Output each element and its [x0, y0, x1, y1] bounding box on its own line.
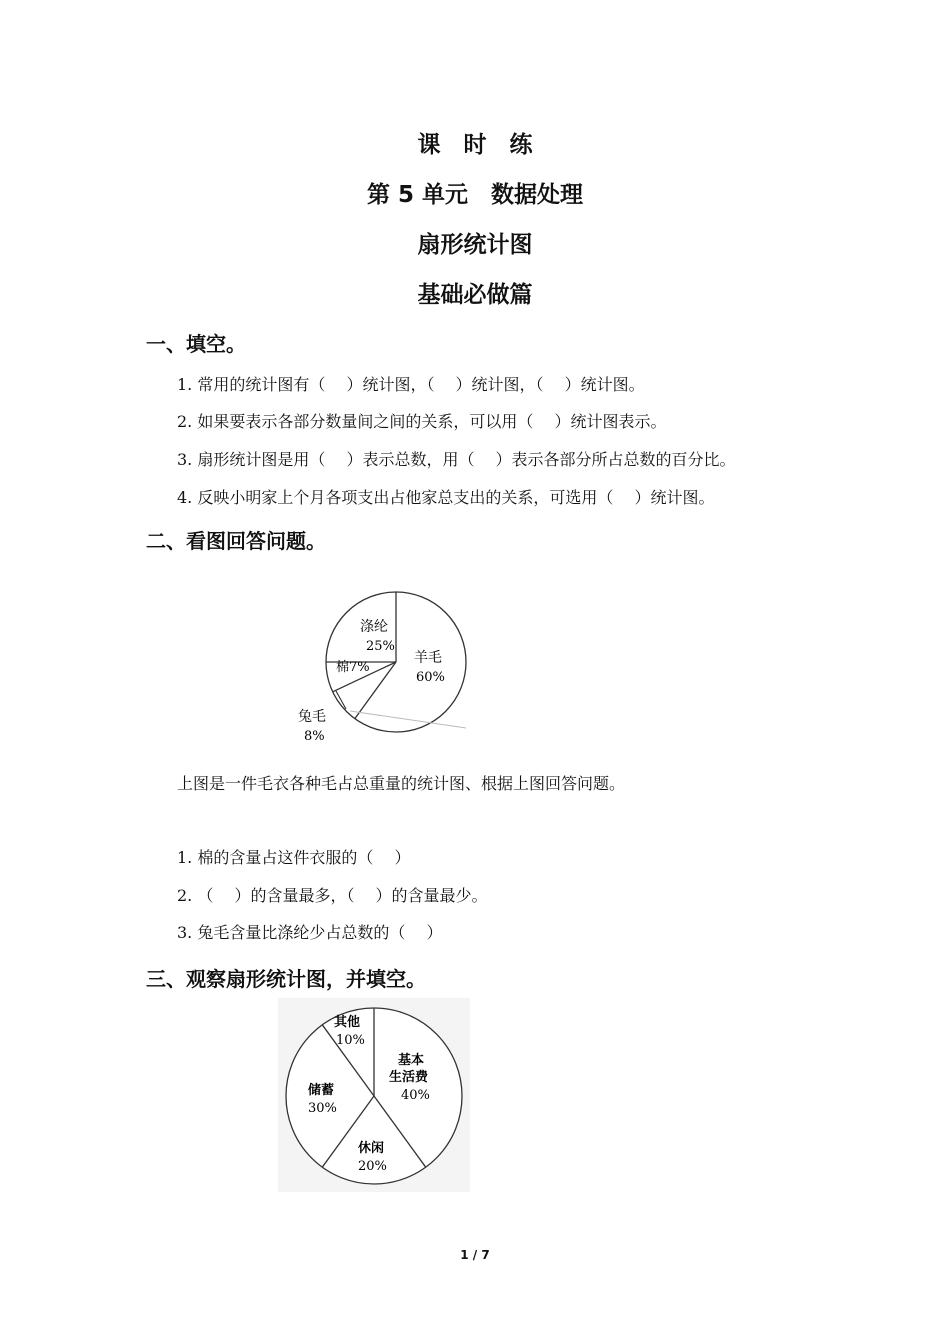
label-polyester: 涤纶 — [360, 619, 388, 635]
section1-question: 3. 扇形统计图是用（ ）表示总数，用（ ）表示各部分所占总数的百分比。 — [177, 450, 736, 469]
label-cotton: 棉7% — [336, 660, 370, 675]
label-basic-pct: 40% — [401, 1088, 430, 1103]
page-number: 1 / 7 — [460, 1248, 490, 1262]
label-leisure: 休闲 — [358, 1141, 385, 1156]
section1-question: 1. 常用的统计图有（ ）统计图，（ ）统计图，（ ）统计图。 — [177, 375, 645, 394]
level-title: 基础必做篇 — [417, 282, 533, 308]
unit-title: 第 5 单元 数据处理 — [366, 182, 584, 208]
expense-pie-chart — [278, 998, 470, 1192]
label-wool: 羊毛 — [414, 650, 442, 666]
section3-heading: 三、观察扇形统计图，并填空。 — [146, 967, 426, 991]
label-savings-pct: 30% — [308, 1101, 337, 1116]
label-wool-pct: 60% — [416, 670, 445, 685]
section2-question: 1. 棉的含量占这件衣服的（ ） — [177, 848, 411, 867]
label-savings: 储蓄 — [308, 1083, 335, 1098]
topic-title: 扇形统计图 — [417, 232, 533, 258]
page-title: 课 时 练 — [417, 132, 533, 158]
label-basic1: 基本 — [398, 1053, 425, 1068]
label-other-pct: 10% — [336, 1033, 365, 1048]
label-other: 其他 — [334, 1015, 361, 1030]
section1-question: 4. 反映小明家上个月各项支出占他家总支出的关系，可选用（ ）统计图。 — [177, 488, 715, 507]
section2-question: 2. （ ）的含量最多，（ ）的含量最少。 — [177, 886, 488, 905]
section2-heading: 二、看图回答问题。 — [146, 529, 326, 553]
sweater-pie-chart — [290, 585, 480, 745]
section2-intro: 上图是一件毛衣各种毛占总重量的统计图、根据上图回答问题。 — [177, 774, 626, 793]
label-basic2: 生活费 — [389, 1070, 429, 1085]
section1-question: 2. 如果要表示各部分数量间之间的关系，可以用（ ）统计图表示。 — [177, 412, 667, 431]
section2-question: 3. 兔毛含量比涤纶少占总数的（ ） — [177, 923, 443, 942]
section1-heading: 一、填空。 — [146, 332, 246, 356]
label-rabbit: 兔毛 — [298, 709, 326, 725]
label-polyester-pct: 25% — [366, 639, 395, 654]
label-rabbit-pct: 8% — [304, 729, 325, 744]
label-leisure-pct: 20% — [358, 1159, 387, 1174]
